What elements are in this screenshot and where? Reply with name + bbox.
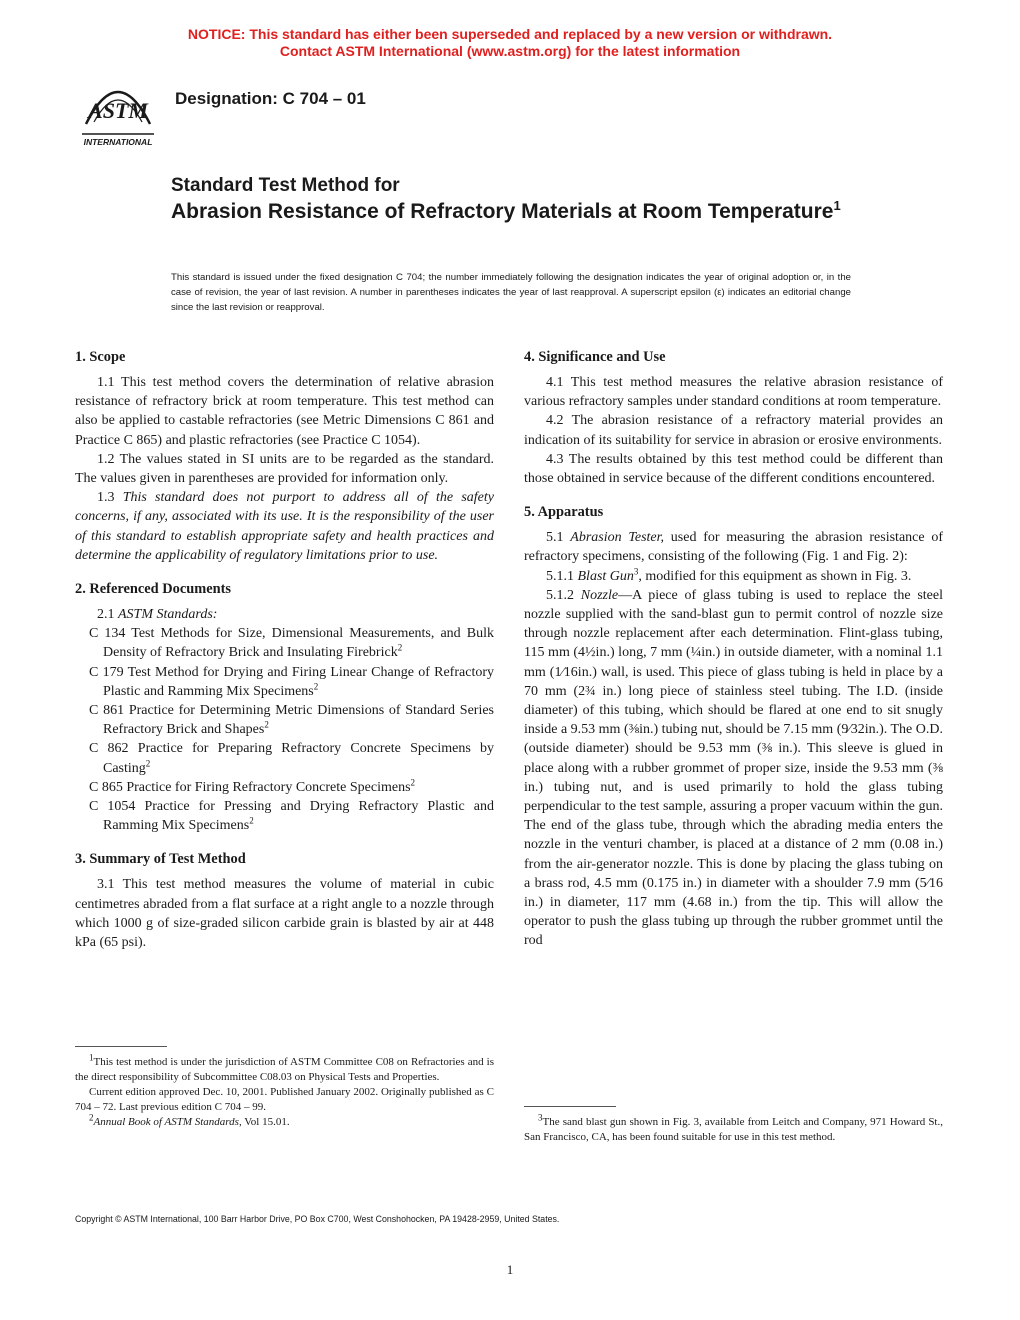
section-heading-referenced-documents: 2. Referenced Documents <box>75 581 231 598</box>
footnote-1-text: This test method is under the jurisdiction of ASTM Committee C08 on Refractories and is the direct responsibility of Subcommittee C08.03 on Physical Tests and Properties. <box>75 1056 494 1083</box>
document-title <box>171 174 931 225</box>
para-4-2: 4.2 The abrasion resistance of a refractory material provides an indication of its suitability for service in abrasion or erosive environments. <box>524 413 943 448</box>
ref-item-c134 <box>75 624 494 662</box>
section-heading-apparatus: 5. Apparatus <box>524 504 604 521</box>
ref-item-text: C 179 Test Method for Drying and Firing Linear Change of Refractory Plastic and Ramming Mix Specimens <box>89 664 494 699</box>
logo-text: ASTM <box>88 98 148 123</box>
title-prefix: Standard Test Method for <box>171 175 400 196</box>
footnote-3-mark: 3 <box>538 1112 543 1123</box>
footnote-2-vol: , Vol 15.01. <box>238 1116 290 1128</box>
para-2-1-label: ASTM Standards: <box>118 607 218 623</box>
para-5-1-1-num: 5.1.1 <box>546 568 574 584</box>
para-1-1: 1.1 This test method covers the determination of relative abrasion resistance of refractory brick at room temperature. This test method can also be applied to castable refractories (see Metric Dimensions C 861 and Practice C 865) and plastic refractories (see Practice C 1054). <box>75 375 494 448</box>
footnote-3-text: The sand blast gun shown in Fig. 3, available from Leitch and Company, 971 Howard St., San Francisco, CA, has been found suitable for use in this test method. <box>524 1116 943 1143</box>
para-5-1-1-text: , modified for this equipment as shown in Fig. 3. <box>638 568 912 584</box>
footnote-1 <box>75 1052 494 1085</box>
ref-item-text: C 134 Test Methods for Size, Dimensional Measurements, and Bulk Density of Refractory Brick and Insulating Firebrick <box>89 626 494 661</box>
ref-item-c862 <box>75 739 494 777</box>
footnotes-right <box>524 1112 943 1145</box>
ref-item-footnote: 2 <box>410 777 416 788</box>
para-1-2: 1.2 The values stated in SI units are to be regarded as the standard. The values given in parentheses are provided for information only. <box>75 451 494 487</box>
footnote-1-mark: 1 <box>89 1052 94 1063</box>
ref-item-c865 <box>75 778 494 797</box>
footnote-2 <box>75 1112 494 1130</box>
designation: Designation: C 704 – 01 <box>175 89 366 108</box>
ref-item-c861 <box>75 701 494 739</box>
logo-subtext: INTERNATIONAL <box>83 137 153 147</box>
para-5-1-2-num: 5.1.2 <box>546 587 574 603</box>
ref-item-footnote: 2 <box>264 719 269 730</box>
para-5-1-1-term: Blast Gun <box>577 568 634 584</box>
ref-item-text: C 862 Practice for Preparing Refractory Concrete Specimens by Casting <box>89 741 494 776</box>
footnote-rule-right <box>524 1106 616 1107</box>
para-4-3: 4.3 The results obtained by this test method could be different than those obtained in service because of the different conditions encountered. <box>524 451 943 487</box>
para-5-1-2-text: —A piece of glass tubing is used to replace the steel nozzle supplied with the sand-blast gun to permit control of nozzle size through nozzle replacement after each determination. Flint-glass tubing, 115 mm (4½in.) long, 7 mm (¼in.) in outside diameter, with a nominal 1.1 mm (1⁄16in.) wall, is used. This piece of glass tubing is held in place by a 70 mm (2¾ in.) long piece of stainless steel tubing. The I.D. (inside diameter) of this tubing, which should be flared at one end to sit snugly inside a 9.53 mm (⅜in.) tubing nut, should be 7.15 mm (9⁄32in.). The O.D. (outside diameter) should be 9.53 mm (⅜ in.). This sleeve is glued in place along with a rubber grommet of proper size, inside the 9.53 mm (⅜ in.) tubing nut, and is used primarily to hold the glass tubing perpendicular to the test sample, assuring a proper vacuum within the gun. The end of the glass tube, through which the abrading media enters the nozzle in the venturi chamber, is placed at a distance of 2 mm (0.08 in.) from the air-generator nozzle. This is done by placing the glass tubing on a brass rod, 4.5 mm (0.175 in.) in diameter with a shoulder 7.9 mm (5⁄16 in.) in diameter, 117 mm (4.68 in.) from the tip. This will allow the operator to push the glass tubing up through the rubber grommet until the rod <box>524 587 944 949</box>
left-column <box>75 347 494 952</box>
para-5-1-2-term: Nozzle <box>580 587 619 603</box>
para-5-1-text: used for measuring the abrasion resistance of refractory specimens, consisting of the following (Fig. 1 and Fig. 2): <box>524 530 944 565</box>
para-5-1-num: 5.1 <box>546 530 564 546</box>
ref-item-footnote: 2 <box>397 642 403 653</box>
title-footnote-mark: 1 <box>833 198 841 213</box>
supersession-notice <box>0 26 1020 60</box>
section-heading-significance: 4. Significance and Use <box>524 349 666 365</box>
ref-item-footnote: 2 <box>249 815 254 826</box>
footnote-2-mark: 2 <box>89 1112 94 1123</box>
para-5-1-1 <box>524 567 943 586</box>
footnote-1-edition: Current edition approved Dec. 10, 2001. Published January 2002. Originally published as C 704 – 72. Last previous edition C 704 – 99. <box>75 1086 494 1113</box>
astm-logo <box>72 74 164 150</box>
para-2-1 <box>75 605 494 624</box>
ref-item-text: C 865 Practice for Firing Refractory Concrete Specimens <box>89 779 411 795</box>
ref-item-text: C 1054 Practice for Pressing and Drying Refractory Plastic and Ramming Mix Specimens <box>89 799 494 834</box>
para-1-3 <box>75 488 494 565</box>
para-3-1: 3.1 This test method measures the volume of material in cubic centimetres abraded from a flat surface at a right angle to a nozzle through which 1000 g of size-graded silicon carbide grain is blasted by air at 448 kPa (65 psi). <box>75 877 494 951</box>
footnotes-left <box>75 1052 494 1130</box>
ref-item-text: C 861 Practice for Determining Metric Dimensions of Standard Series Refractory Brick and Shapes <box>89 703 494 738</box>
footnote-3 <box>524 1112 943 1145</box>
copyright-line: Copyright © ASTM International, 100 Barr Harbor Drive, PO Box C700, West Conshohocken, PA 19428-2959, United States. <box>75 1214 560 1224</box>
issuance-statement: This standard is issued under the fixed designation C 704; the number immediately following the designation indicates the year of original adoption or, in the case of revision, the year of last revision. A number in parentheses indicates the year of last reapproval. A superscript epsilon (ε) indicates an editorial change since the last revision or reapproval. <box>171 272 851 313</box>
title-main-text: Abrasion Resistance of Refractory Materials at Room Temperature <box>171 200 834 223</box>
ref-item-c179 <box>75 663 494 701</box>
ref-item-footnote: 2 <box>145 758 151 768</box>
footnote-rule-left <box>75 1046 167 1047</box>
para-5-1-term: Abrasion Tester, <box>570 530 665 546</box>
para-5-1-2 <box>524 586 943 951</box>
footnote-2-text: Annual Book of ASTM Standards <box>93 1116 239 1128</box>
notice-line-1: NOTICE: This standard has either been superseded and replaced by a new version or withdrawn. <box>187 26 833 42</box>
right-column <box>524 347 943 951</box>
ref-item-c1054 <box>75 797 494 835</box>
para-2-1-num: 2.1 <box>97 607 115 623</box>
title-main <box>171 198 931 225</box>
para-4-1: 4.1 This test method measures the relative abrasion resistance of various refractory samples under standard conditions at room temperature. <box>524 375 943 410</box>
para-5-1 <box>524 528 943 566</box>
section-heading-scope: 1. Scope <box>75 349 126 365</box>
section-heading-summary: 3. Summary of Test Method <box>75 851 246 868</box>
para-1-3-num: 1.3 <box>97 490 115 506</box>
para-5-1-1-footnote: 3 <box>633 565 639 576</box>
notice-line-2: Contact ASTM International (www.astm.org) for the latest information <box>279 43 741 59</box>
page-number: 1 <box>506 1262 514 1277</box>
para-1-3-text: This standard does not purport to address all of the safety concerns, if any, associated with its use. It is the responsibility of the user of this standard to establish appropriate safety and health practices and determine the applicability of regulatory limitations prior to use. <box>75 490 494 563</box>
ref-item-footnote: 2 <box>313 681 319 692</box>
